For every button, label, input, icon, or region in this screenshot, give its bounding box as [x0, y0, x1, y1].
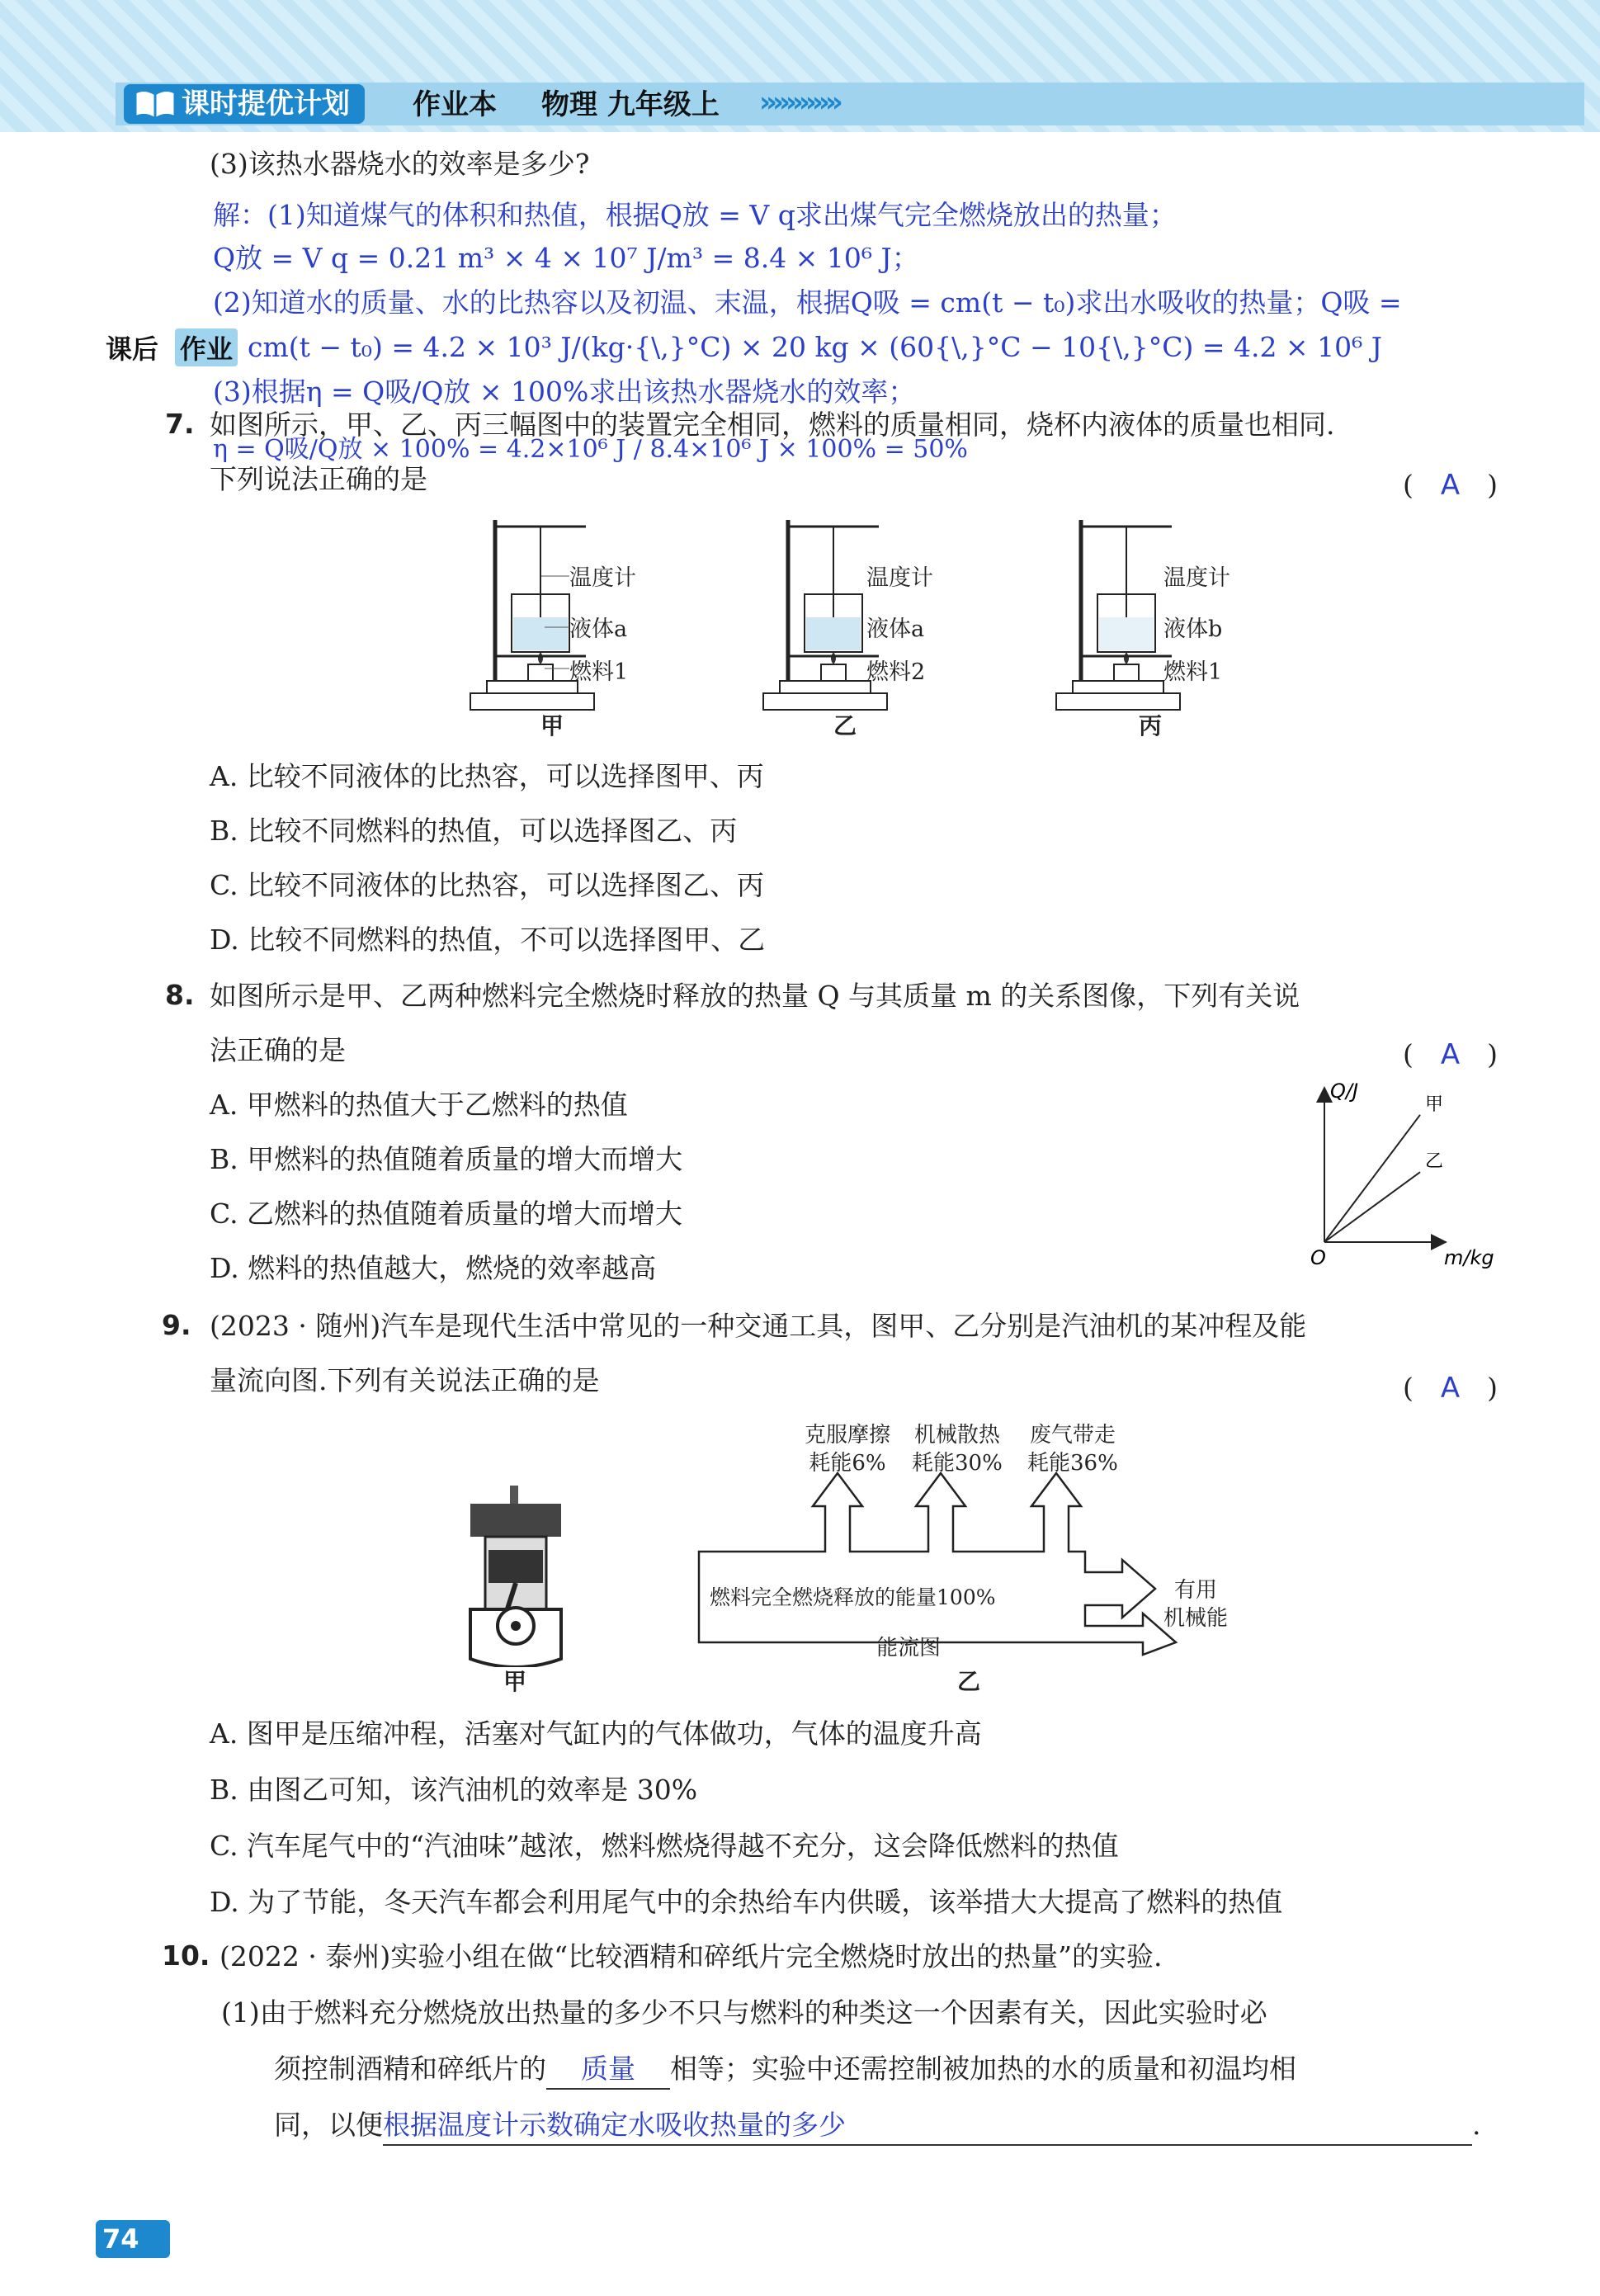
q10-part1-line3-pre: 同，以便 [274, 2109, 383, 2141]
header-chevrons: »»»»»» [759, 86, 838, 119]
loss-friction-label [805, 1421, 890, 1477]
q7-text-2: 下列说法正确的是 [210, 463, 427, 495]
q8-option-c: C. 乙燃料的热值随着质量的增大而增大 [210, 1198, 683, 1230]
q9-source: (2023 · 随州) [210, 1310, 381, 1342]
q10-part1-line2-post: 相等；实验中还需控制被加热的水的质量和初温均相 [670, 2053, 1296, 2085]
useful-energy-value: 机械能 [1163, 1606, 1229, 1631]
loss-friction-value: 耗能6% [809, 1451, 886, 1476]
q6-solution-3: (2)知道水的质量、水的比热容以及初温、末温，根据Q吸 = cm(t − t₀)求出水吸收的热量；Q吸 = [213, 286, 1402, 319]
fig-jia-caption: 甲 [540, 712, 564, 739]
loss-exhaust-title: 废气带走 [1029, 1423, 1116, 1448]
fig-jia-liquid-label: 液体a [569, 617, 628, 642]
energy-flow-diagram [697, 1469, 1225, 1659]
fig-yi-liquid-label: 液体a [866, 617, 925, 642]
q10-blank-mass: 质量 [546, 2050, 670, 2090]
loss-exhaust-label [1027, 1421, 1118, 1477]
q9-text-2: 量流向图.下列有关说法正确的是 [210, 1364, 600, 1396]
q10-part1-line3-post: . [1472, 2109, 1481, 2141]
loss-heat-value: 耗能30% [912, 1451, 1003, 1476]
q6-solution-6: η = Q吸/Q放 × 100% = 4.2×10⁶ J / 8.4×10⁶ J × 100% = 50% [213, 435, 968, 464]
q8-series-label-yi: 乙 [1425, 1151, 1444, 1173]
q8-option-b: B. 甲燃料的热值随着质量的增大而增大 [210, 1143, 683, 1175]
loss-heat-title: 机械散热 [913, 1423, 1000, 1448]
q9-option-a: A. 图甲是压缩冲程，活塞对气缸内的气体做功，气体的温度升高 [210, 1717, 982, 1750]
side-tag-a: 课后 [106, 333, 159, 365]
side-tag-b: 作业 [175, 328, 238, 366]
q10-number: 10. [162, 1939, 210, 1972]
fig-bing-liquid-label: 液体b [1163, 617, 1223, 642]
loss-exhaust-value: 耗能36% [1027, 1451, 1118, 1476]
q10-blank-reason: 根据温度计示数确定水吸收热量的多少 [383, 2106, 1472, 2146]
energy-flow-title: 能流图 [876, 1636, 942, 1661]
q8-q-m-chart [1287, 1073, 1518, 1279]
q8-series-label-jia: 甲 [1425, 1094, 1444, 1115]
brand-label: 课时提优计划 [124, 84, 365, 124]
q10-text-1 [219, 1938, 1162, 1976]
q9-text-1-body: 汽车是现代生活中常见的一种交通工具，图甲、乙分别是汽油机的某冲程及能 [380, 1310, 1307, 1342]
q7-option-a: A. 比较不同液体的比热容，可以选择图甲、丙 [210, 760, 764, 792]
q8-origin-label: O [1310, 1246, 1326, 1269]
q10-text-1-body: 实验小组在做“比较酒精和碎纸片完全燃烧时放出的热量”的实验. [390, 1940, 1163, 1972]
q9-option-d: D. 为了节能，冬天汽车都会利用尾气中的余热给车内供暖，该举措大大提高了燃料的热值 [210, 1886, 1283, 1918]
useful-energy-title: 有用 [1174, 1578, 1218, 1603]
fig-yi-caption: 乙 [833, 712, 857, 739]
q9-answer: ( A ) [1403, 1372, 1499, 1405]
q7-option-b: B. 比较不同燃料的热值，可以选择图乙、丙 [210, 815, 738, 847]
q6-part3: (3)该热水器烧水的效率是多少? [210, 148, 590, 180]
engine-cylinder-figure [462, 1486, 569, 1667]
q6-solution-2: Q放 = V q = 0.21 m³ × 4 × 10⁷ J/m³ = 8.4 × 10⁶ J； [213, 242, 919, 274]
q8-option-a: A. 甲燃料的热值大于乙燃料的热值 [210, 1089, 628, 1121]
q9-number: 9. [162, 1309, 191, 1341]
q9-option-b: B. 由图乙可知，该汽油机的效率是 30% [210, 1774, 698, 1806]
q9-text-1 [210, 1307, 1306, 1345]
fig-bing-caption: 丙 [1139, 712, 1163, 739]
q8-series-line-yi [1324, 1172, 1420, 1242]
q8-number: 8. [165, 979, 195, 1011]
useful-energy-label [1163, 1576, 1228, 1632]
fig-yi-fuel-label: 燃料2 [866, 659, 926, 685]
q8-option-d: D. 燃料的热值越大，燃烧的效率越高 [210, 1252, 657, 1284]
q10-part1-line3 [274, 2106, 1481, 2146]
loss-heat-label [912, 1421, 1003, 1477]
q8-y-label: Q/J [1330, 1079, 1359, 1103]
q7-option-d: D. 比较不同燃料的热值，不可以选择图甲、乙 [210, 924, 766, 956]
fig-bing-fuel-label: 燃料1 [1163, 659, 1223, 685]
q10-part1-line1: (1)由于燃料充分燃烧放出热量的多少不只与燃料的种类这一个因素有关，因此实验时必 [221, 1996, 1267, 2029]
subject-grade: 物理 九年级上 [541, 88, 720, 121]
energy-flow-caption: 乙 [957, 1668, 981, 1695]
q10-part1-line2-pre: 须控制酒精和碎纸片的 [274, 2053, 546, 2085]
q6-solution-1: 解：(1)知道煤气的体积和热值，根据Q放 = V q求出煤气完全燃烧放出的热量； [213, 199, 1177, 231]
engine-caption: 甲 [503, 1668, 527, 1695]
q8-series-line-jia [1324, 1115, 1420, 1242]
fig-jia-thermometer-label: 温度计 [569, 565, 636, 591]
fig-jia-fuel-label: 燃料1 [569, 659, 629, 685]
page-number-text: 74 [102, 2223, 139, 2255]
fig-bing-thermometer-label: 温度计 [1163, 565, 1230, 591]
q6-solution-5: (3)根据η = Q吸/Q放 × 100%求出该热水器烧水的效率； [213, 376, 916, 408]
apparatus-bing [1056, 520, 1180, 710]
book-icon [132, 83, 178, 124]
fig-yi-thermometer-label: 温度计 [866, 565, 933, 591]
q7-text-1: 如图所示，甲、乙、丙三幅图中的装置完全相同，燃料的质量相同，烧杯内液体的质量也相同. [210, 409, 1335, 441]
q8-text-2: 法正确的是 [210, 1034, 346, 1066]
loss-friction-title: 克服摩擦 [805, 1423, 891, 1448]
q9-option-c: C. 汽车尾气中的“汽油味”越浓，燃料燃烧得越不充分，这会降低燃料的热值 [210, 1830, 1119, 1862]
q10-part1-line2 [274, 2050, 1296, 2090]
q8-text-1: 如图所示是甲、乙两种燃料完全燃烧时释放的热量 Q 与其质量 m 的关系图像，下列有关说 [210, 980, 1300, 1012]
q10-source: (2022 · 泰州) [219, 1940, 391, 1972]
energy-main-label: 燃料完全燃烧释放的能量100% [710, 1585, 996, 1609]
q8-answer: ( A ) [1403, 1038, 1499, 1071]
q6-solution-4: cm(t − t₀) = 4.2 × 10³ J/(kg·{\,}°C) × 20 kg × (60{\,}°C − 10{\,}°C) = 4.2 × 10⁶ J [248, 331, 1383, 363]
q8-x-label: m/kg [1444, 1246, 1494, 1269]
q7-option-c: C. 比较不同液体的比热容，可以选择图乙、丙 [210, 869, 765, 901]
page-number: 74 ›› [96, 2220, 170, 2258]
book-type: 作业本 [413, 88, 497, 121]
q7-number: 7. [165, 408, 195, 440]
q7-answer: ( A ) [1403, 469, 1499, 502]
